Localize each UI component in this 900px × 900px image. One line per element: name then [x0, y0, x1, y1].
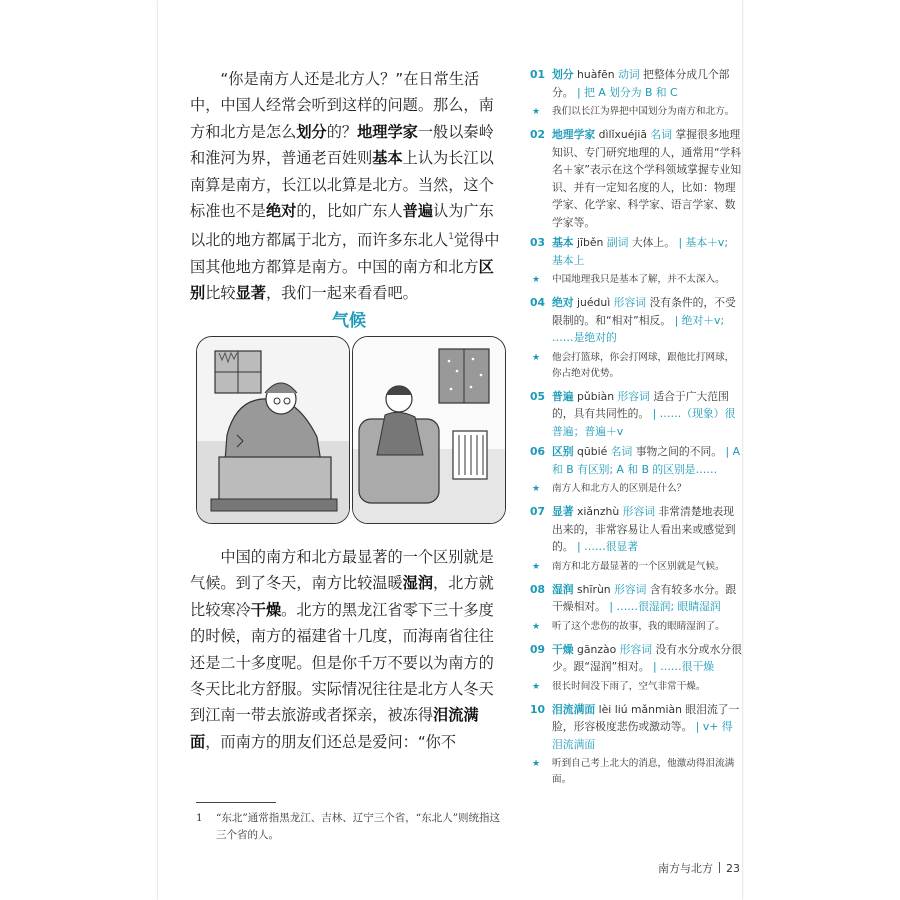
vocab-definition: 非常清楚地表现出来的，非常容易让人看出来或感觉到的。 — [552, 505, 736, 553]
vocab-definition: 没有水分或水分很少。跟“湿润”相对。 — [552, 642, 742, 673]
vocab-definition: 眼泪流了一脸，形容极度悲伤或激动等。 — [552, 702, 740, 733]
vocab-definition: 含有较多水分。跟干燥相对。 — [552, 582, 737, 613]
vocab-word: 干燥 — [552, 642, 574, 656]
text-run: 一般以秦岭和淮河为界，普通老百姓则 — [190, 122, 494, 168]
vocab-number: 08 — [530, 582, 546, 596]
vocab-entry — [530, 126, 742, 231]
vocab-part-of-speech: 形容词 — [614, 582, 647, 596]
vocab-pattern: | v+ 得泪流满面 — [552, 720, 733, 751]
vocab-example — [530, 350, 742, 382]
text-run: ，我们一起来看看吧。 — [265, 284, 418, 303]
vocab-part-of-speech: 形容词 — [613, 296, 647, 309]
vocab-pattern: | ……很显著 — [577, 540, 639, 553]
vocab-word: 泪流满面 — [552, 702, 596, 716]
vocab-highlight: 基本 — [372, 149, 403, 168]
text-run: 中国的南方和北方最显著的一个区别就是气候。到了冬天，南方比较温暖 — [190, 548, 494, 593]
text-run: 上认为长江以南算是南方，长江以北算是北方。当然，这个标准也不是 — [190, 149, 494, 221]
star-icon: ★ — [532, 759, 541, 769]
example-sentence: 南方和北方最显著的一个区别就是气候。 — [552, 560, 725, 572]
vocab-entry — [530, 294, 742, 347]
vocab-word: 划分 — [552, 68, 574, 81]
example-sentence: 南方人和北方人的区别是什么？ — [552, 483, 687, 494]
vocab-highlight: 普遍 — [402, 202, 433, 221]
vocab-part-of-speech: 形容词 — [619, 642, 653, 656]
vocab-pinyin: shīrùn — [577, 582, 611, 596]
vocab-pinyin: jīběn — [577, 236, 604, 249]
vocab-definition: 事物之间的不同。 — [635, 445, 723, 458]
vocab-pinyin: dìlǐxuéjiā — [598, 128, 647, 141]
vocab-example — [530, 104, 742, 120]
footnote-text: “东北”通常指黑龙江、吉林、辽宁三个省，“东北人”则统指这三个省的人。 — [216, 812, 500, 841]
vocab-part-of-speech: 动词 — [618, 68, 640, 81]
vocab-pattern: | 基本＋v; 基本上 — [552, 236, 728, 267]
star-icon: ★ — [532, 275, 541, 285]
star-icon: ★ — [532, 352, 541, 363]
vocab-number: 09 — [530, 642, 546, 656]
vocab-pattern: | ……很干燥 — [653, 660, 715, 673]
vocab-number: 10 — [530, 702, 546, 716]
vocab-entry — [530, 641, 742, 676]
footnote — [196, 810, 506, 844]
star-icon: ★ — [532, 107, 541, 117]
vocab-highlight: 干燥 — [250, 600, 282, 619]
vocab-highlight: 地理学家 — [357, 122, 418, 141]
vocab-word: 湿润 — [552, 582, 574, 596]
footnote-reference: 1 — [448, 232, 454, 243]
vocab-number: 06 — [530, 445, 546, 458]
page-footer — [658, 860, 740, 876]
example-sentence: 我们以长江为界把中国划分为南方和北方。 — [552, 106, 735, 117]
vocab-pinyin: huàfēn — [577, 68, 615, 81]
vocab-pinyin: xiǎnzhù — [577, 505, 620, 518]
vocab-pinyin: qūbié — [577, 445, 608, 458]
vocab-number: 04 — [530, 296, 546, 309]
illustration-warm-south — [352, 336, 506, 524]
text-run: 的？ — [326, 122, 358, 141]
illustration-cold-north — [196, 336, 350, 524]
vocab-entry — [530, 234, 742, 269]
vocab-number: 07 — [530, 505, 546, 518]
footnote-divider — [196, 802, 276, 803]
vocab-highlight: 绝对 — [265, 202, 297, 221]
footer-separator — [719, 862, 720, 873]
text-run: 。北方的黑龙江省零下三十多度的时候，南方的福建省十几度，而海南省往往还是二十多度呢。但是你千万不要以为南方的冬天比北方舒服。实际情况往往是北方人冬天到江南一带去旅游或者探亲，被冻得 — [190, 600, 494, 725]
intro-paragraph — [190, 66, 508, 307]
vocabulary-list — [530, 66, 742, 794]
vocab-example — [530, 756, 742, 788]
paragraph-1 — [190, 66, 508, 307]
vocab-definition: 大体上。 — [631, 236, 676, 249]
text-run: ，而南方的朋友们还总是爱问：“你不 — [205, 732, 457, 751]
vocab-part-of-speech: 名词 — [650, 128, 672, 141]
vocab-word: 基本 — [552, 236, 574, 249]
vocab-pinyin: juéduì — [577, 296, 611, 309]
vocab-entry — [530, 66, 742, 101]
vocab-entry — [530, 581, 742, 616]
star-icon: ★ — [532, 681, 541, 692]
vocab-pattern: | 绝对＋v; ……是绝对的 — [552, 313, 725, 344]
text-run: 比较 — [205, 284, 236, 303]
example-sentence: 中国地理我只是基本了解，并不太深入。 — [552, 274, 725, 285]
vocab-example — [530, 679, 742, 695]
example-sentence: 听到自己考上北大的消息，他激动得泪流满面。 — [552, 758, 735, 785]
warm-livingroom-drawing — [353, 337, 505, 523]
vocab-pinyin: gānzào — [577, 642, 617, 656]
vocab-highlight: 显著 — [235, 284, 266, 303]
footnote-number: 1 — [196, 812, 203, 824]
vocab-definition: 掌握很多地理知识、专门研究地理的人，通常用“学科名＋家”表示在这个学科领域掌握专业知识、并有一定知名度的人，比如：物理学家、化学家、科学家、语言学家、数学家等。 — [552, 128, 742, 229]
vocab-pattern: | ……很湿润; 眼睛湿润 — [609, 600, 721, 613]
vocab-part-of-speech: 副词 — [606, 236, 629, 249]
text-run: ，北方就比较寒冷 — [190, 574, 494, 619]
cold-bedroom-drawing — [197, 337, 349, 523]
vocab-pattern: | ……（现象）很普遍；普遍＋v — [552, 407, 736, 438]
star-icon: ★ — [532, 561, 541, 572]
vocab-definition: 没有条件的，不受限制的。和“相对”相反。 — [552, 296, 736, 327]
vocab-pinyin: pǔbiàn — [577, 389, 615, 403]
star-icon: ★ — [532, 484, 541, 494]
vocab-entry — [530, 701, 742, 754]
vocab-number: 05 — [530, 389, 546, 403]
text-run: 认为广东以北的地方都属于北方，而许多东北人 — [190, 202, 494, 250]
text-run: “你是南方人还是北方人？”在日常生活中，中国人经常会听到这样的问题。那么，南方和北方是怎么 — [190, 70, 494, 141]
vocab-number: 01 — [530, 68, 546, 81]
vocab-pattern: | 把 A 划分为 B 和 C — [577, 85, 678, 99]
vocab-example — [530, 481, 742, 497]
page-number: 23 — [726, 862, 740, 875]
example-sentence: 很长时间没下雨了，空气非常干燥。 — [552, 680, 706, 692]
vocab-highlight: 湿润 — [402, 574, 433, 593]
vocab-part-of-speech: 形容词 — [622, 505, 656, 518]
vocab-part-of-speech: 名词 — [610, 445, 633, 458]
vocab-entry — [530, 388, 742, 441]
vocab-number: 02 — [530, 128, 546, 141]
vocab-example — [530, 272, 742, 288]
climate-paragraph — [190, 544, 508, 755]
vocab-entry — [530, 443, 742, 478]
paragraph-2 — [190, 544, 508, 755]
vocab-word: 地理学家 — [552, 128, 596, 141]
text-run: 觉得中国其他地方都算是南方。中国的南方和北方 — [190, 231, 500, 276]
vocab-example — [530, 559, 742, 575]
vocab-part-of-speech: 形容词 — [617, 389, 650, 403]
vocab-word: 显著 — [552, 505, 574, 518]
vocab-word: 区别 — [552, 445, 574, 458]
vocab-pattern: | A 和 B 有区别; A 和 B 的区别是…… — [552, 445, 740, 476]
vocab-highlight: 区别 — [190, 257, 494, 303]
section-title-climate: 气候 — [332, 311, 366, 331]
vocab-highlight: 泪流满面 — [190, 706, 479, 751]
text-run: 的，比如广东人 — [296, 202, 403, 221]
vocab-number: 03 — [530, 236, 546, 249]
vocab-definition: 适合于广大范围的，具有共同性的。 — [552, 389, 729, 420]
vocab-word: 普遍 — [552, 389, 574, 403]
running-title: 南方与北方 — [658, 862, 713, 875]
example-sentence: 听了这个悲伤的故事，我的眼睛湿润了。 — [552, 620, 725, 632]
vocab-highlight: 划分 — [296, 122, 327, 141]
example-sentence: 他会打篮球，你会打网球，跟他比打网球，你占绝对优势。 — [552, 351, 735, 379]
vocab-pinyin: lèi liú mǎnmiàn — [598, 702, 682, 716]
vocab-entry — [530, 503, 742, 556]
vocab-example — [530, 619, 742, 635]
vocab-definition: 把整体分成几个部分。 — [552, 68, 730, 99]
star-icon: ★ — [532, 621, 541, 632]
vocab-word: 绝对 — [552, 296, 574, 309]
